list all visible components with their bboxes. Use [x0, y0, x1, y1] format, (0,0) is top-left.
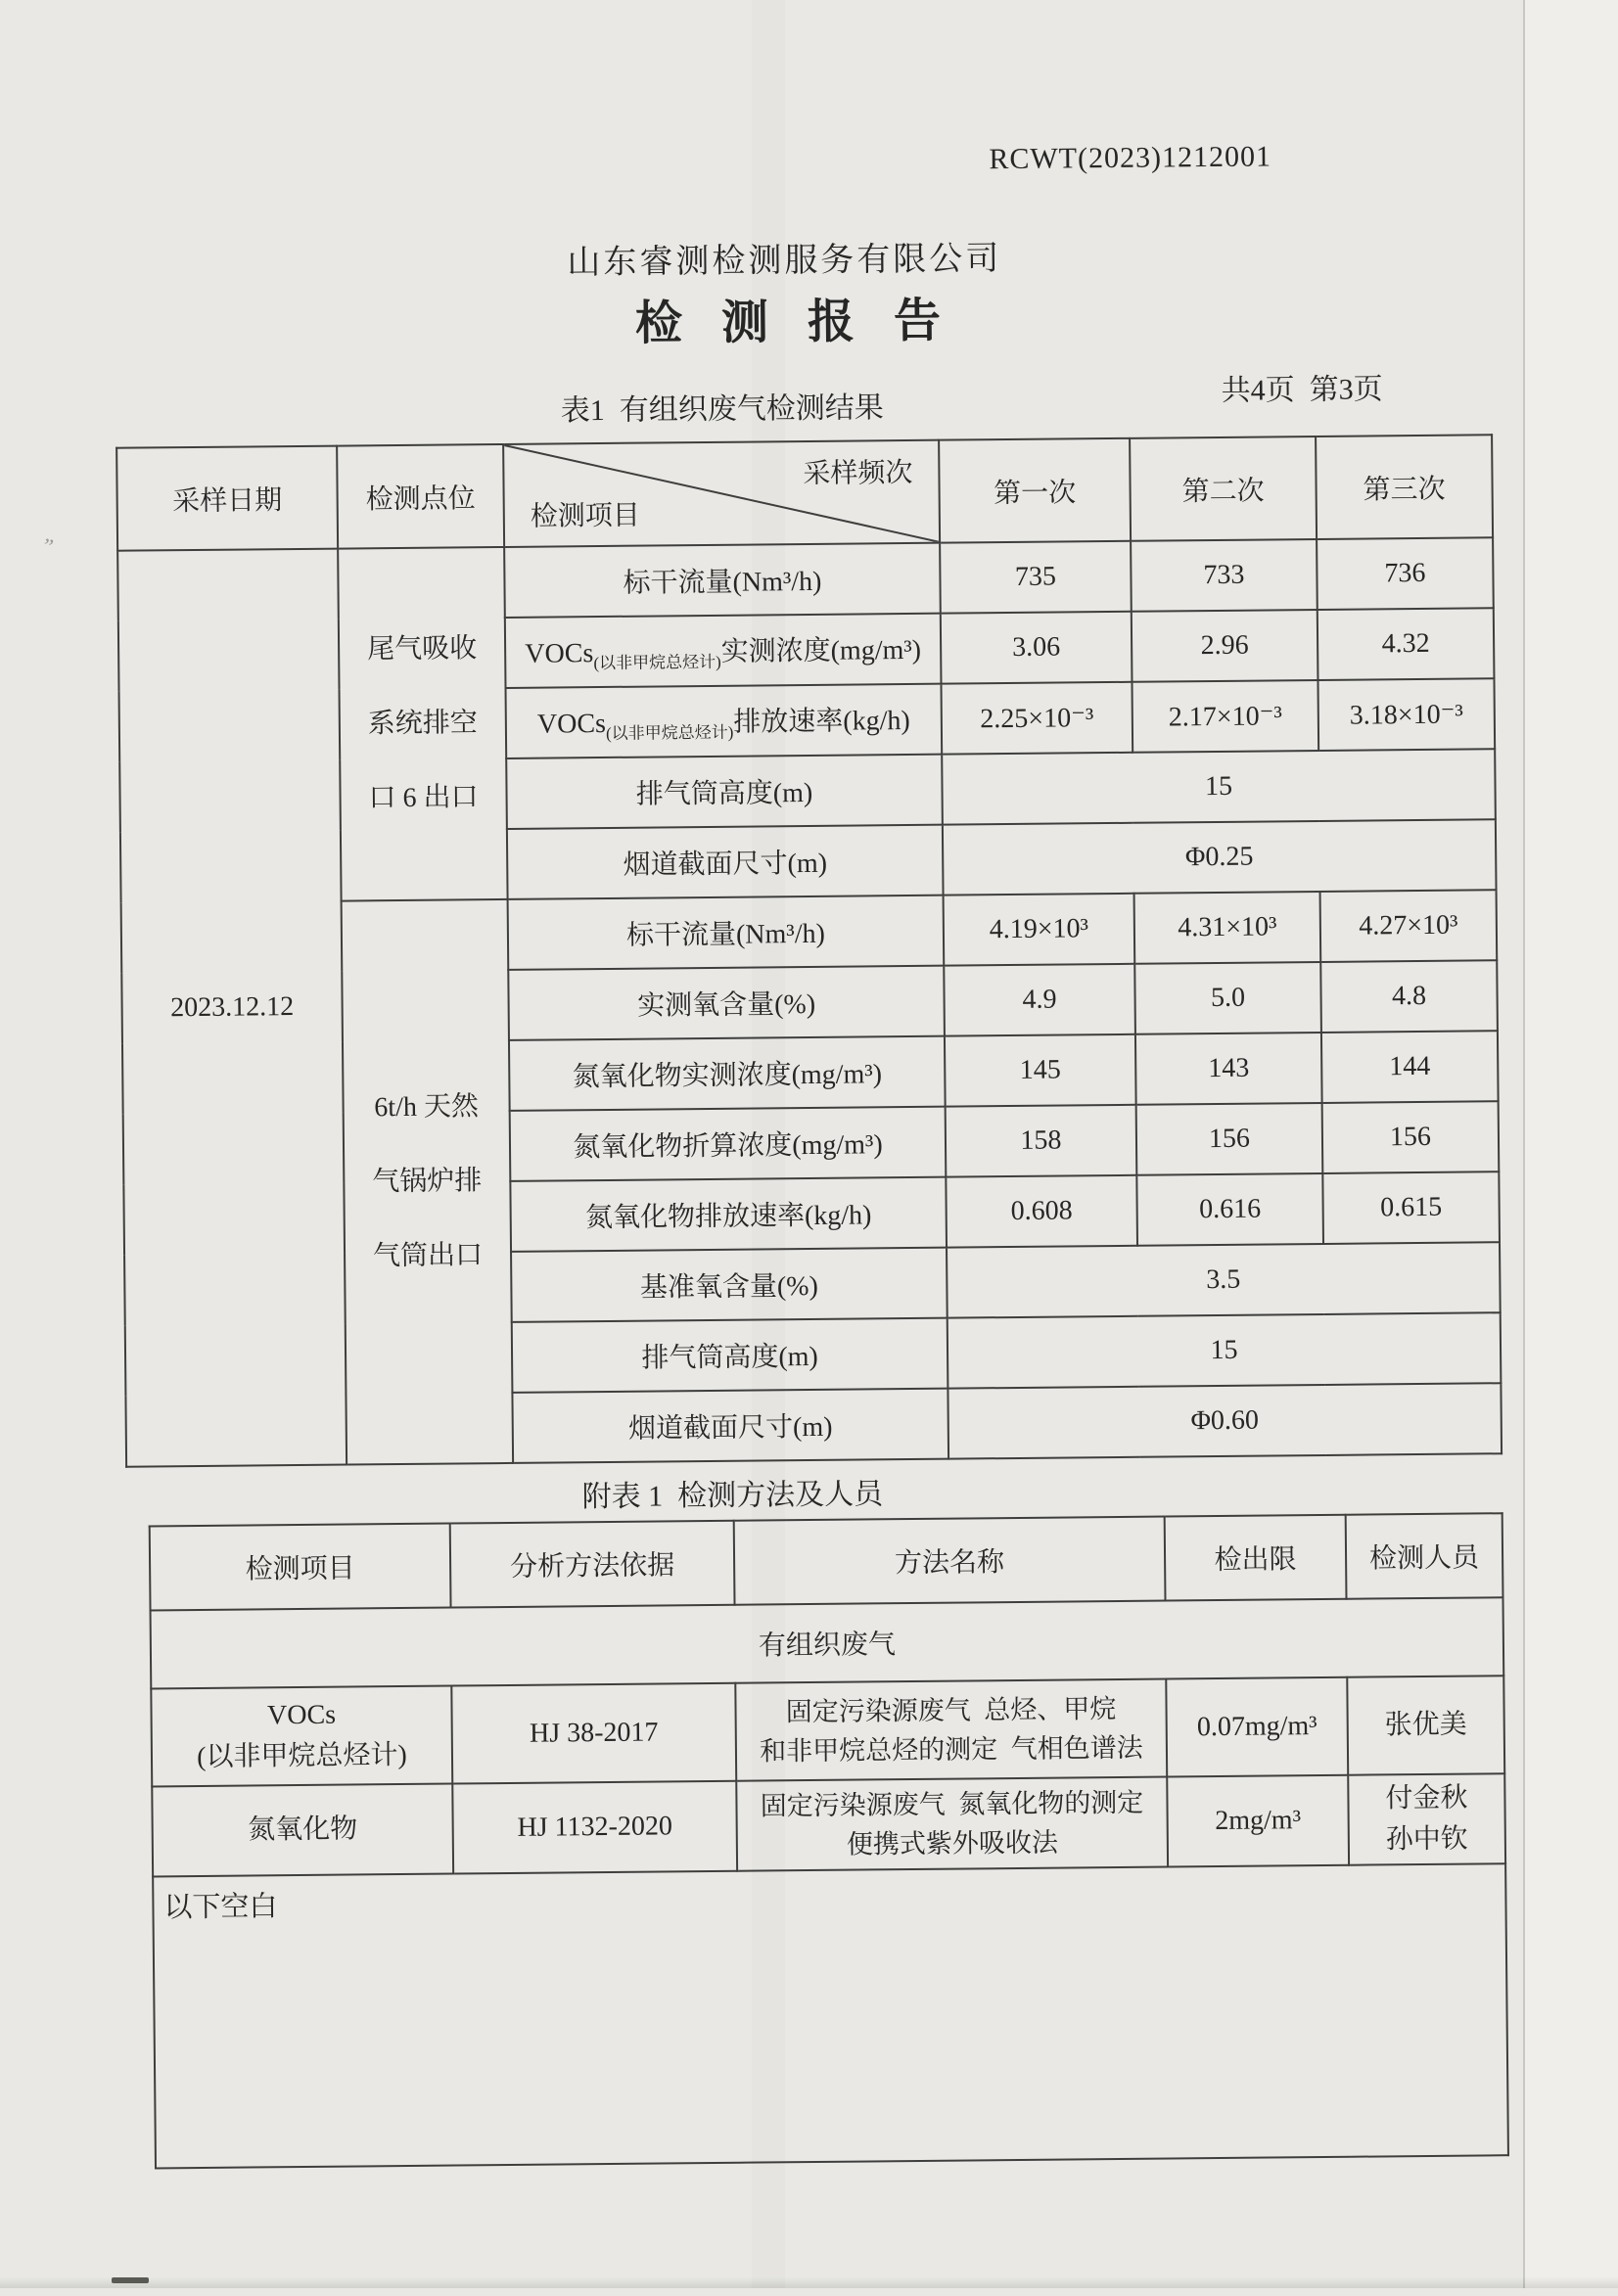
- scan-edge-shadow-right: [1523, 0, 1618, 2288]
- value-cell: 4.32: [1318, 608, 1495, 680]
- value-cell: 4.8: [1320, 960, 1498, 1033]
- personnel-line: 孙中钦: [1385, 1823, 1468, 1856]
- row-label-cell: 氮氧化物折算浓度(mg/m³): [510, 1107, 947, 1181]
- method-name-cell: [735, 1679, 1167, 1781]
- sample-date-cell: 2023.12.12: [117, 549, 347, 1467]
- merged-value-cell: 15: [942, 749, 1496, 824]
- table-row: [151, 1676, 1504, 1786]
- basis-cell: HJ 38-2017: [451, 1683, 736, 1784]
- merged-value-cell: Φ0.60: [948, 1383, 1502, 1458]
- appendix-caption: 附表 1 检测方法及人员: [581, 1478, 884, 1514]
- header-test-item: 检测项目: [530, 500, 640, 532]
- report-number: RCWT(2023)1212001: [989, 140, 1272, 176]
- table1-caption: 表1 有组织废气检测结果: [560, 391, 884, 428]
- methods-header-row: [150, 1513, 1503, 1610]
- value-cell: 2.96: [1132, 610, 1318, 682]
- row-label-cell: 烟道截面尺寸(m): [507, 825, 944, 899]
- header-test-item: 检测项目: [150, 1524, 451, 1611]
- value-cell: 0.615: [1322, 1171, 1500, 1244]
- item-cell: [151, 1686, 452, 1787]
- method-line: 和非甲烷总烃的测定 气相色谱法: [760, 1732, 1143, 1767]
- value-cell: 0.616: [1136, 1173, 1323, 1246]
- point-line: 尾气吸收: [366, 633, 478, 666]
- label-subscript: (以非甲烷总烃计): [605, 722, 734, 743]
- item-line: (以非甲烷总烃计): [197, 1739, 407, 1773]
- value-cell: 2.25×10⁻³: [941, 682, 1133, 755]
- personnel-line: 张优美: [1384, 1709, 1467, 1741]
- detection-limit-cell: 2mg/m³: [1167, 1775, 1349, 1867]
- value-cell: 4.9: [944, 964, 1135, 1036]
- row-label-cell: [505, 614, 942, 688]
- value-cell: 4.27×10³: [1320, 890, 1498, 962]
- monitoring-point-cell: [338, 547, 507, 901]
- item-line: 氮氧化物: [248, 1814, 358, 1846]
- results-table: [116, 434, 1502, 1467]
- row-label-cell: 标干流量(Nm³/h): [504, 543, 941, 618]
- point-line: 系统排空: [367, 708, 479, 740]
- footer-note-cell: 以下空白: [153, 1863, 1508, 2168]
- header-personnel: 检测人员: [1346, 1513, 1503, 1599]
- category-cell: 有组织废气: [151, 1597, 1504, 1688]
- header-detection-limit: 检出限: [1165, 1515, 1347, 1601]
- row-label-cell: [506, 684, 943, 758]
- value-cell: 156: [1136, 1103, 1323, 1175]
- scan-edge-shadow-bottom: [0, 2276, 1618, 2288]
- row-label-cell: 标干流量(Nm³/h): [508, 895, 945, 970]
- category-row: [151, 1597, 1504, 1688]
- page-indicator: 共4页 第3页: [1221, 373, 1383, 407]
- point-line: 气筒出口: [372, 1240, 484, 1272]
- label-prefix: VOCs: [525, 637, 594, 669]
- header-monitoring-point: 检测点位: [337, 444, 504, 549]
- label-prefix: VOCs: [536, 708, 607, 740]
- value-cell: 156: [1322, 1101, 1500, 1173]
- row-label-cell: 烟道截面尺寸(m): [512, 1389, 948, 1463]
- personnel-cell: [1348, 1773, 1505, 1865]
- page-title: 检 测 报 告: [634, 295, 955, 350]
- value-cell: 144: [1321, 1031, 1499, 1103]
- merged-value-cell: Φ0.25: [943, 819, 1497, 895]
- label-suffix: 实测浓度(mg/m³): [720, 634, 922, 667]
- value-cell: 2.17×10⁻³: [1132, 680, 1318, 753]
- value-cell: 0.608: [946, 1175, 1137, 1248]
- value-cell: 736: [1317, 537, 1494, 610]
- row-label-cell: 实测氧含量(%): [508, 966, 945, 1040]
- value-cell: 735: [940, 541, 1132, 614]
- basis-cell: HJ 1132-2020: [452, 1781, 737, 1874]
- personnel-cell: [1347, 1676, 1504, 1775]
- row-label-cell: 氮氧化物实测浓度(mg/m³): [509, 1036, 946, 1111]
- header-run-3: 第三次: [1316, 435, 1493, 539]
- personnel-line: 付金秋: [1385, 1782, 1468, 1814]
- value-cell: 4.31×10³: [1134, 892, 1321, 964]
- header-sample-date: 采样日期: [116, 446, 338, 551]
- item-line: VOCs: [266, 1699, 337, 1731]
- table-row: [152, 1773, 1505, 1876]
- methods-table: [149, 1512, 1509, 2169]
- value-cell: 145: [945, 1034, 1136, 1107]
- point-line: 6t/h 天然: [374, 1091, 480, 1124]
- method-line: 便携式紫外吸收法: [846, 1827, 1059, 1860]
- header-method-basis: 分析方法依据: [450, 1521, 735, 1608]
- results-header-row: [116, 435, 1493, 550]
- table-row: [117, 537, 1494, 620]
- scan-crease: [752, 0, 785, 2288]
- detection-limit-cell: 0.07mg/m³: [1166, 1677, 1348, 1777]
- header-sampling-frequency: 采样频次: [803, 457, 913, 490]
- label-subscript: (以非甲烷总烃计): [593, 652, 721, 672]
- value-cell: 5.0: [1134, 962, 1321, 1034]
- row-label-cell: 排气筒高度(m): [506, 755, 943, 829]
- item-cell: [152, 1784, 453, 1877]
- value-cell: 733: [1131, 539, 1318, 612]
- value-cell: 4.19×10³: [944, 894, 1135, 966]
- merged-value-cell: 15: [948, 1312, 1502, 1388]
- row-label-cell: 基准氧含量(%): [511, 1248, 948, 1322]
- row-label-cell: 排气筒高度(m): [512, 1318, 948, 1393]
- value-cell: 143: [1135, 1033, 1322, 1105]
- point-line: 气锅炉排: [372, 1166, 483, 1198]
- value-cell: 3.18×10⁻³: [1318, 678, 1495, 751]
- company-name: 山东睿测检测服务有限公司: [567, 241, 1002, 282]
- point-line: 口 6 出口: [368, 782, 479, 814]
- header-run-1: 第一次: [939, 438, 1131, 543]
- method-line: 固定污染源废气 氮氧化物的测定: [760, 1787, 1144, 1821]
- monitoring-point-cell: [342, 899, 514, 1465]
- scan-stray-mark: ”: [40, 532, 56, 560]
- header-diagonal-cell: [503, 440, 940, 547]
- scan-corner-mark: [112, 2277, 149, 2283]
- method-name-cell: [736, 1777, 1168, 1871]
- blank-row: [153, 1863, 1508, 2168]
- merged-value-cell: 3.5: [947, 1242, 1501, 1317]
- label-suffix: 排放速率(kg/h): [733, 705, 910, 738]
- method-line: 固定污染源废气 总烃、甲烷: [785, 1694, 1117, 1727]
- row-label-cell: 氮氧化物排放速率(kg/h): [510, 1177, 947, 1252]
- header-run-2: 第二次: [1130, 436, 1317, 541]
- header-method-name: 方法名称: [734, 1517, 1166, 1605]
- value-cell: 158: [946, 1105, 1137, 1177]
- value-cell: 3.06: [941, 612, 1133, 684]
